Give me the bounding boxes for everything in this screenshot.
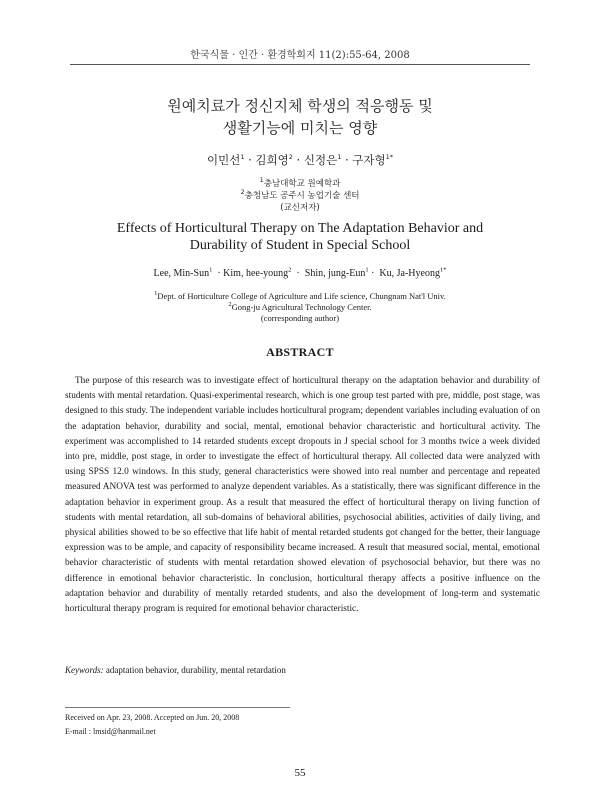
author-email: E-mail : lmsid@hanmail.net [65, 727, 156, 736]
english-affiliation-2: $^2$Gong-ju Agricultural Technology Center. [228, 301, 372, 312]
korean-title-line-2: 생활기능에 미치는 영향 [222, 119, 378, 137]
english-author: Lee, Min-Sun [153, 268, 210, 279]
author-mark: 1 [365, 266, 369, 274]
author-mark: 1 [209, 266, 213, 274]
korean-author: 구자형 [352, 153, 386, 167]
korean-author: 이민선 [206, 153, 241, 167]
korean-affiliation-2: $^2$충청남도 공주시 농업기술 센터 [240, 188, 360, 201]
english-affiliations [0, 291, 600, 324]
keywords [65, 665, 540, 675]
author-mark: 1 [337, 153, 342, 162]
author-mark: 1* [439, 266, 447, 274]
korean-author: 신정은 [303, 153, 338, 167]
keywords-text: adaptation behavior, durability, mental retardation [105, 665, 286, 675]
english-title-line-1: Effects of Horticultural Therapy on The Adaptation Behavior and [116, 221, 484, 236]
abstract-body: The purpose of this research was to investigate effect of horticultural therapy on the adaptation behavior and durability of students with mental retardation. Quasi-experimental research, which is one group test parted with pre, middle, post stage, was designed to this study. The independent variable includes horticultural program; dependent variables including evaluation of on the adaptation behavior, durability and social, mental, emotional behavior characteristic and horticultural activity. The experiment was accomplished to 14 retarded students except dropouts in J special school for 3 months twice a week divided into pre, middle, post stage, in order to investigate the effect of horticultural therapy. All collected data were analyzed with using SPSS 12.0 windows. In this study, general characteristics were showed into real number and percentage and repeated measured ANOVA test was performed to analyze dependent variables. As a statistically, there was significant difference in the adaptation behavior in experiment group. As a result that measured the effect of horticultural therapy on living function of students with mental retardation, all sub-domains of behavioral abilities, psychosocial abilities, activities of daily living, and physical abilities showed to be so effective that life habit of mental retarded students got changed for the better, their language expression was to be ample, and capacity of responsibility became increased. A result that measured social, mental, emotional behavior characteristic of students with mental retardation showed elevation of psychosocial behavior, but there was no difference in emotional behavior characteristic. In conclusion, horticultural therapy affects a positive influence on the adaptation behavior and durability of mentally retarded students, and also the development of long-term and systematic horticultural therapy program is required for emotional behavior characteristic. [65, 376, 540, 615]
korean-authors: 이민선$^1$ · 김희영$^2$ · 신정은$^1$ · 구자형$^{1*}$ [206, 153, 394, 167]
korean-affiliations [0, 178, 600, 214]
author-mark: 2 [288, 266, 292, 274]
english-authors: Lee, Min-Sun$^1$ · Kim, hee-young$^2$ · Shin, jung-Eun$^1$ · Ku, Ja-Hyeong$^{1*}$ [153, 266, 447, 279]
english-affiliation-1: $^1$Dept. of Horticulture College of Agriculture and Life science, Chungnam Nat'l Univ. [154, 290, 446, 301]
page-number: 55 [294, 767, 306, 779]
journal-header: 한국식물 · 인간 · 환경학회지 11(2):55-64, 2008 [190, 50, 410, 61]
author-mark: 1 [240, 153, 245, 162]
english-title-line-2: Durability of Student in Special School [189, 238, 411, 253]
header-rule [70, 64, 530, 65]
english-corresponding: (corresponding author) [260, 313, 340, 323]
received-date: Received on Apr. 23, 2008. Accepted on Jun. 20, 2008 [65, 713, 240, 722]
english-author: Shin, jung-Eun [304, 268, 366, 279]
author-mark: 1* [385, 153, 394, 162]
korean-affiliation-1: $^1$충남대학교 원예학과 [259, 176, 341, 189]
author-mark: 2 [288, 153, 293, 162]
abstract-heading: ABSTRACT [266, 345, 334, 359]
korean-title-line-1: 원예치료가 정신지체 학생의 적응행동 및 [167, 97, 433, 115]
english-author: Ku, Ja-Hyeong [379, 268, 440, 279]
korean-corresponding: (교신저자) [280, 203, 320, 213]
footnote-rule [65, 707, 290, 708]
english-author: Kim, hee-young [223, 268, 289, 279]
english-title [0, 220, 600, 254]
keywords-label: Keywords: [65, 665, 104, 675]
korean-author: 김희영 [255, 153, 289, 167]
korean-title [0, 95, 600, 139]
